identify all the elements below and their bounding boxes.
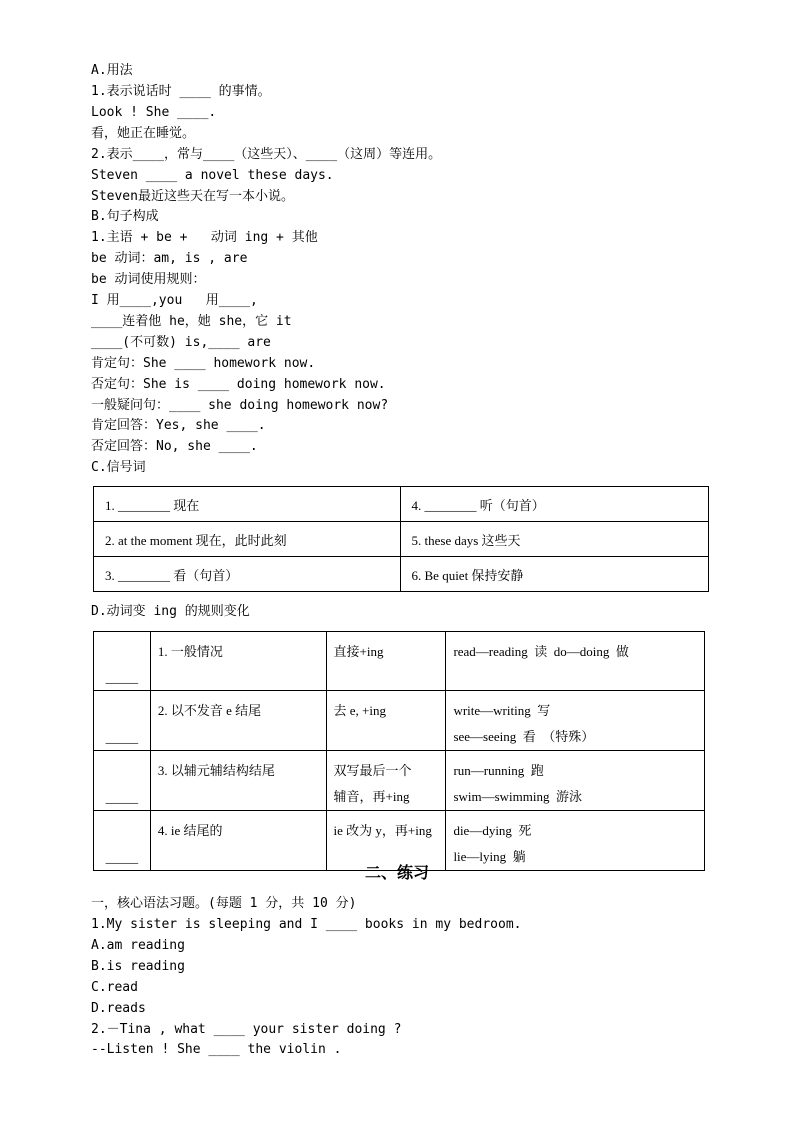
section-c-heading: C.信号词 [91,460,146,475]
method-line: 双写最后一个 [333,763,412,778]
section-b-line-10: 肯定回答：Yes, she ____. [91,418,266,433]
table-row [94,751,705,811]
rule-cell: 1. 一般情况 [150,632,326,691]
ing-rules-table [93,631,705,871]
method-cell [326,691,446,751]
section-a-line-2: Look ! She ____. [91,105,217,120]
table-cell: 2. at the moment 现在，此时此刻 [94,522,401,557]
example-line: write—writing 写 [453,703,551,718]
table-row [94,522,709,557]
rule-cell: 4. ie 结尾的 [150,811,326,871]
section-a-line-1: 1.表示说话时 ____ 的事情。 [91,84,271,99]
section-d-heading: D.动词变 ing 的规则变化 [91,604,250,619]
section-b-line-6: ____(不可数) is,____ are [91,335,271,350]
question-1-option-b: B.is reading [91,959,185,974]
method-line: ie 改为 y，再+ing [333,823,432,838]
table-cell: 5. these days 这些天 [400,522,709,557]
example-line: die—dying 死 [453,823,532,838]
examples-cell [446,632,705,691]
method-cell [326,751,446,811]
example-line: swim—swimming 游泳 [453,789,583,804]
question-1-option-a: A.am reading [91,938,185,953]
rule-cell: 2. 以不发音 e 结尾 [150,691,326,751]
section-b-line-7: 肯定句：She ____ homework now. [91,356,316,371]
section-b-line-3: be 动词使用规则： [91,272,206,287]
signal-words-table [93,486,709,592]
method-line: 去 e, +ing [333,703,386,718]
table-cell: 1. ________ 现在 [94,487,401,522]
table-row [94,487,709,522]
section-b-line-2: be 动词：am, is , are [91,251,248,266]
answer-blank: _____ [94,632,151,691]
example-line: lie—lying 躺 [453,849,526,864]
table-row [94,632,705,691]
question-1: 1.My sister is sleeping and I ____ books in my bedroom. [91,917,522,932]
section-b-line-8: 否定句：She is ____ doing homework now. [91,377,386,392]
section-a-line-5: Steven ____ a novel these days. [91,168,334,183]
section-b-line-4: I 用____,you 用____, [91,293,258,308]
method-line: 辅音，再+ing [333,789,410,804]
table-cell: 4. ________ 听（句首） [400,487,709,522]
answer-blank: _____ [94,811,151,871]
method-cell [326,632,446,691]
table-cell: 3. ________ 看（句首） [94,557,401,592]
question-1-option-d: D.reads [91,1001,146,1016]
answer-blank: _____ [94,751,151,811]
example-line: see—seeing 看 （特殊） [453,729,595,744]
section-a-line-4: 2.表示____，常与____（这些天）、____（这周）等连用。 [91,147,442,162]
method-line: 直接+ing [333,644,384,659]
section-b-heading: B.句子构成 [91,209,159,224]
section-a-line-3: 看，她正在睡觉。 [91,126,196,141]
table-cell: 6. Be quiet 保持安静 [400,557,709,592]
section-b-line-9: 一般疑问句：____ she doing homework now? [91,398,389,413]
question-1-option-c: C.read [91,980,138,995]
question-2-line-1: 2.－Tina , what ____ your sister doing ? [91,1022,402,1037]
section-a-heading: A.用法 [91,63,133,78]
section-a-line-6: Steven最近这些天在写一本小说。 [91,189,294,204]
table-row [94,557,709,592]
practice-instruction: 一，核心语法习题。(每题 1 分，共 10 分) [91,896,357,911]
section-b-line-11: 否定回答：No, she ____. [91,439,258,454]
section-b-line-1: 1.主语 + be + 动词 ing + 其他 [91,230,318,245]
example-line: read—reading 读 do—doing 做 [453,644,629,659]
examples-cell [446,691,705,751]
answer-blank: _____ [94,691,151,751]
example-line: run—running 跑 [453,763,544,778]
practice-title: 二、练习 [364,863,429,882]
table-row [94,691,705,751]
section-b-line-5: ____连着他 he，她 she，它 it [91,314,292,329]
examples-cell [446,751,705,811]
question-2-line-2: --Listen ! She ____ the violin . [91,1042,342,1057]
rule-cell: 3. 以辅元辅结构结尾 [150,751,326,811]
